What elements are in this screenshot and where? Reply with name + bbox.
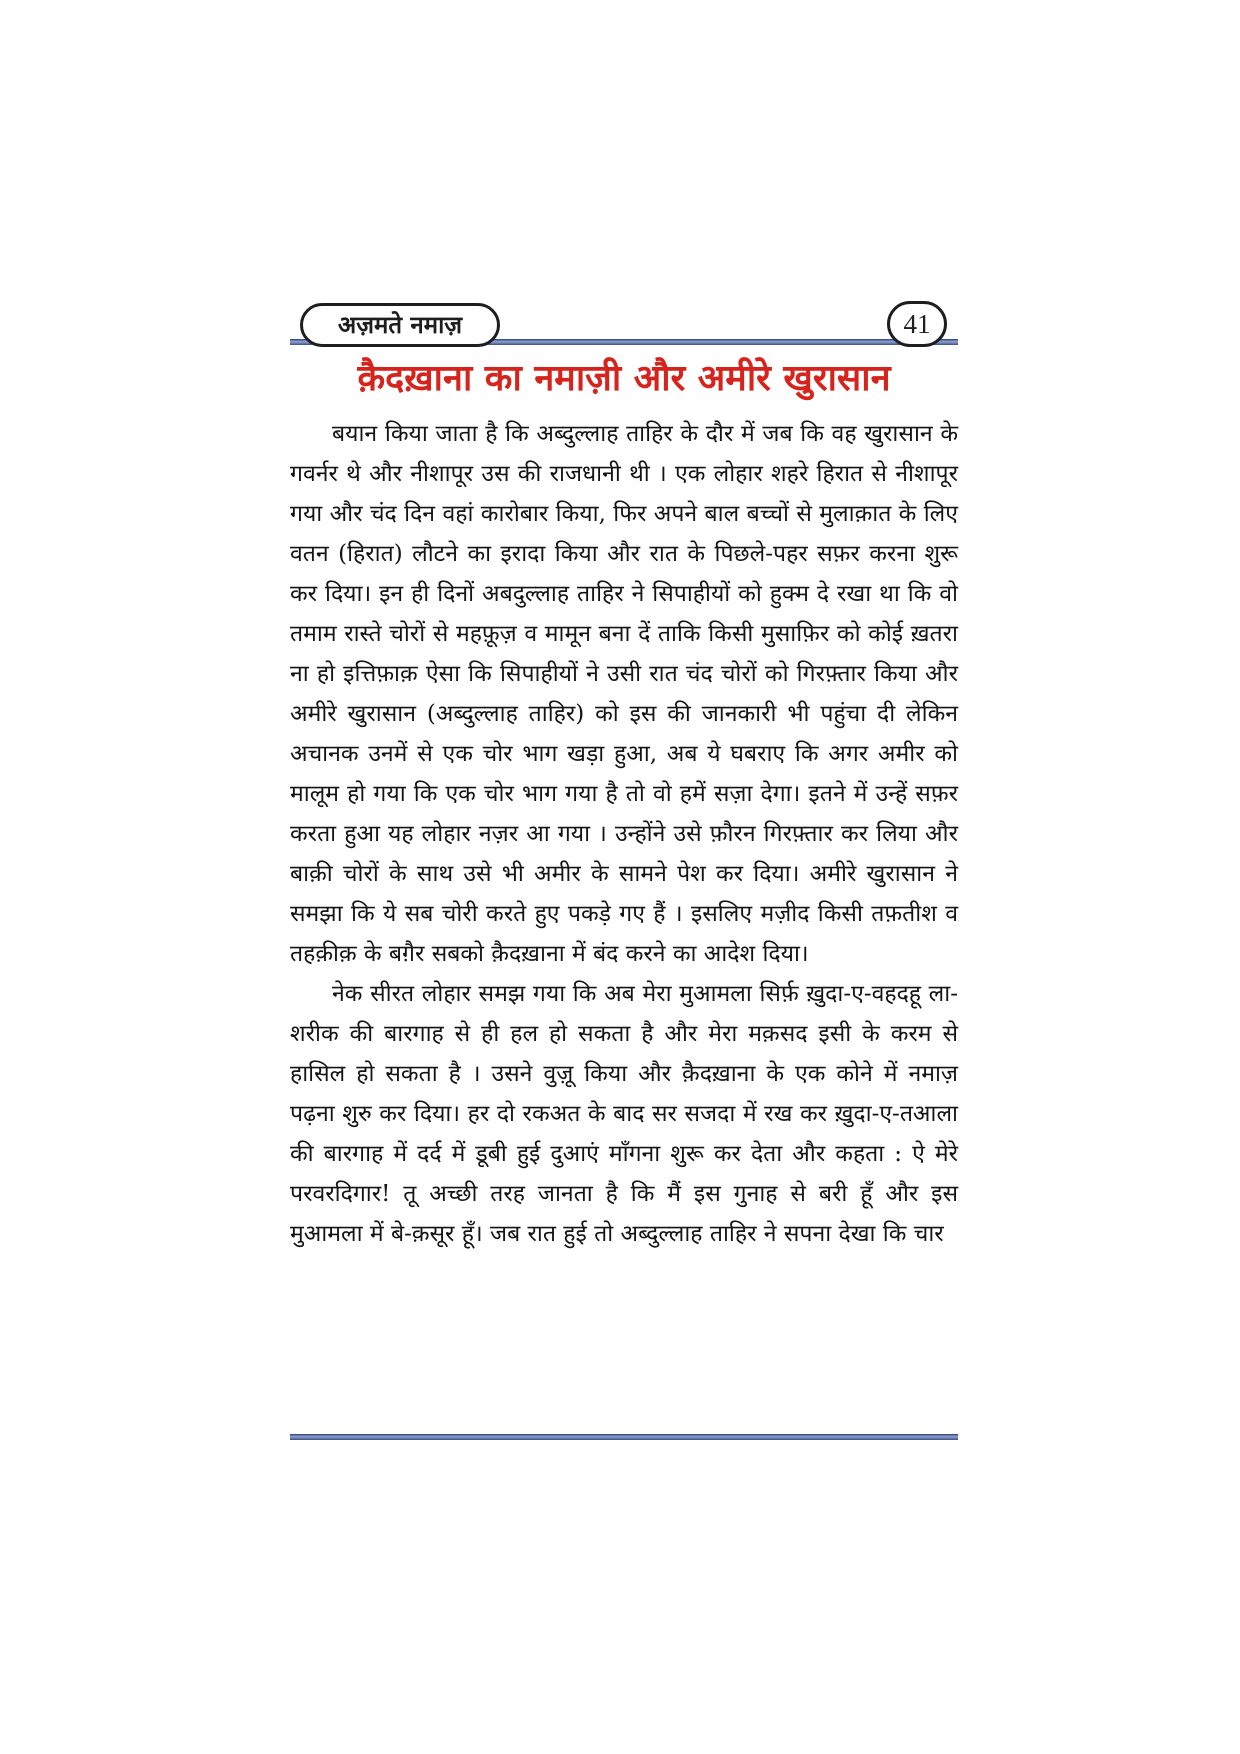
chapter-title: क़ैदख़ाना का नमाज़ी और अमीरे खुरासान [357, 358, 891, 399]
body-text [290, 414, 958, 1254]
running-header-book-title: अज़मते नमाज़ [300, 303, 500, 347]
paragraph: बयान किया जाता है कि अब्दुल्लाह ताहिर के दौर में जब कि वह खुरासान के गवर्नर थे और नीशापूर उस की राजधानी थी । एक लोहार शहरे हिरात से नीशापूर गया और चंद दिन वहां कारोबार किया, फिर अपने बाल बच्चों से मुलाक़ात के लिए वतन (हिरात) लौटने का इरादा किया और रात के पिछले-पहर सफ़र करना शुरू कर दिया। इन ही दिनों अबदुल्लाह ताहिर ने सिपाहीयों को हुक्म दे रखा था कि वो तमाम रास्ते चोरों से महफ़ूज़ व मामून बना दें ताकि किसी मुसाफ़िर को कोई ख़तरा ना हो इत्तिफ़ाक़ ऐसा कि सिपाहीयों ने उसी रात चंद चोरों को गिरफ़्तार किया और अमीरे खुरासान (अब्दुल्लाह ताहिर) को इस की जानकारी भी पहुंचा दी लेकिन अचानक उनमें से एक चोर भाग खड़ा हुआ, अब ये घबराए कि अगर अमीर को मालूम हो गया कि एक चोर भाग गया है तो वो हमें सज़ा देगा। इतने में उन्हें सफ़र करता हुआ यह लोहार नज़र आ गया । उन्होंने उसे फ़ौरन गिरफ़्तार कर लिया और बाक़ी चोरों के साथ उसे भी अमीर के सामने पेश कर दिया। अमीरे खुरासान ने समझा कि ये सब चोरी करते हुए पकड़े गए हैं । इसलिए मज़ीद किसी तफ़तीश व तहक़ीक़ के बग़ैर सबको क़ैदख़ाना में बंद करने का आदेश दिया। [290, 421, 958, 967]
paragraph: नेक सीरत लोहार समझ गया कि अब मेरा मुआमला सिर्फ़ ख़ुदा-ए-वहदहू ला-शरीक की बारगाह से ही हल हो सकता है और मेरा मक़सद इसी के करम से हासिल हो सकता है । उसने वुज़ू किया और क़ैदख़ाना के एक कोने में नमाज़ पढ़ना शुरु कर दिया। हर दो रकअत के बाद सर सजदा में रख कर ख़ुदा-ए-तआला की बारगाह में दर्द में डूबी हुई दुआएं माँगना शुरू कर देता और कहता : ऐ मेरे परवरदिगार! तू अच्छी तरह जानता है कि मैं इस गुनाह से बरी हूँ और इस मुआमला में बे-क़सूर हूँ। जब रात हुई तो अब्दुल्लाह ताहिर ने सपना देखा कि चार [290, 981, 958, 1247]
page-number: 41 [887, 301, 947, 347]
footer-rule [290, 1434, 958, 1440]
